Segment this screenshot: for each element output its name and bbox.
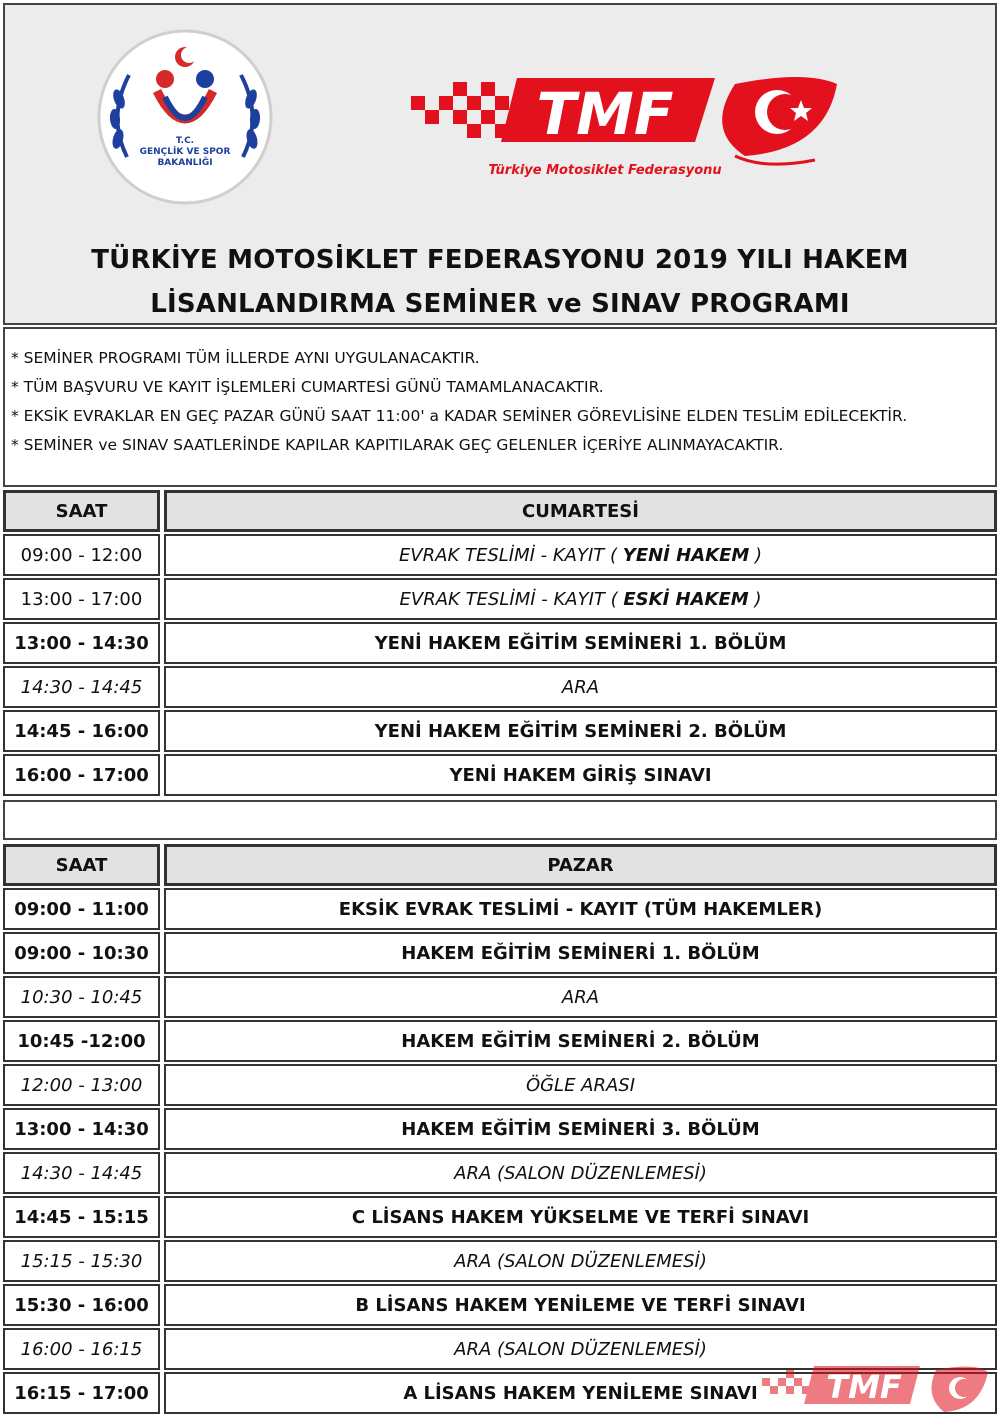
svg-text:Türkiye Motosiklet Federasyonu: Türkiye Motosiklet Federasyonu bbox=[488, 163, 722, 178]
note-item: * TÜM BAŞVURU VE KAYIT İŞLEMLERİ CUMARTESİ GÜNÜ TAMAMLANACAKTIR. bbox=[11, 378, 604, 396]
time-cell: 15:30 - 16:00 bbox=[3, 1284, 160, 1326]
activity-cell: YENİ HAKEM EĞİTİM SEMİNERİ 2. BÖLÜM bbox=[164, 710, 997, 752]
svg-text:GENÇLİK VE SPOR: GENÇLİK VE SPOR bbox=[139, 147, 231, 157]
activity-cell: A LİSANS HAKEM YENİLEME SINAVI bbox=[164, 1372, 997, 1414]
table-row bbox=[3, 622, 997, 664]
page-title-line-1: TÜRKİYE MOTOSİKLET FEDERASYONU 2019 YILI HAKEM bbox=[91, 245, 909, 275]
tmf-watermark-logo bbox=[760, 1360, 992, 1418]
activity-cell: HAKEM EĞİTİM SEMİNERİ 3. BÖLÜM bbox=[164, 1108, 997, 1150]
svg-text:T.C.: T.C. bbox=[175, 136, 195, 146]
table-spacer bbox=[3, 800, 997, 840]
activity-text-bold: ESKİ HAKEM bbox=[623, 588, 749, 610]
sunday-column-header: PAZAR bbox=[164, 844, 997, 886]
activity-text: ) bbox=[754, 588, 762, 610]
svg-text:BAKANLIĞI: BAKANLIĞI bbox=[157, 158, 213, 168]
table-row bbox=[3, 754, 997, 796]
notes-box bbox=[3, 327, 997, 487]
activity-cell: ÖĞLE ARASI bbox=[164, 1064, 997, 1106]
table-row bbox=[3, 888, 997, 930]
table-row bbox=[3, 578, 997, 620]
table-row bbox=[3, 1108, 997, 1150]
time-cell: 14:45 - 16:00 bbox=[3, 710, 160, 752]
time-cell: 14:30 - 14:45 bbox=[3, 1152, 160, 1194]
activity-text: EVRAK TESLİMİ - KAYIT ( bbox=[399, 588, 618, 610]
saturday-header-row bbox=[3, 490, 997, 532]
sunday-header-row bbox=[3, 844, 997, 886]
activity-cell: ARA (SALON DÜZENLEMESİ) bbox=[164, 1328, 997, 1370]
table-row bbox=[3, 666, 997, 708]
table-row bbox=[3, 1064, 997, 1106]
activity-text: ) bbox=[755, 544, 763, 566]
time-cell: 13:00 - 17:00 bbox=[3, 578, 160, 620]
activity-cell: YENİ HAKEM EĞİTİM SEMİNERİ 1. BÖLÜM bbox=[164, 622, 997, 664]
table-row bbox=[3, 1020, 997, 1062]
activity-text-bold: YENİ HAKEM bbox=[622, 544, 750, 566]
table-row bbox=[3, 932, 997, 974]
table-row bbox=[3, 1284, 997, 1326]
time-column-header: SAAT bbox=[3, 490, 160, 532]
activity-cell bbox=[164, 578, 997, 620]
activity-cell: HAKEM EĞİTİM SEMİNERİ 1. BÖLÜM bbox=[164, 932, 997, 974]
table-row bbox=[3, 534, 997, 576]
table-row bbox=[3, 1152, 997, 1194]
activity-cell: ARA bbox=[164, 666, 997, 708]
time-cell: 15:15 - 15:30 bbox=[3, 1240, 160, 1282]
time-cell: 16:15 - 17:00 bbox=[3, 1372, 160, 1414]
time-cell: 14:30 - 14:45 bbox=[3, 666, 160, 708]
svg-text:TMF: TMF bbox=[826, 1368, 902, 1406]
tmf-logo bbox=[405, 70, 845, 190]
document-header bbox=[3, 3, 997, 325]
time-cell: 16:00 - 17:00 bbox=[3, 754, 160, 796]
activity-cell: EKSİK EVRAK TESLİMİ - KAYIT (TÜM HAKEMLER) bbox=[164, 888, 997, 930]
page-title-line-2: LİSANLANDIRMA SEMİNER ve SINAV PROGRAMI bbox=[150, 289, 850, 319]
note-item: * EKSİK EVRAKLAR EN GEÇ PAZAR GÜNÜ SAAT 11:00' a KADAR SEMİNER GÖREVLİSİNE ELDEN TESLİM EDİLECEKTİR. bbox=[11, 407, 908, 425]
activity-cell bbox=[164, 534, 997, 576]
activity-cell: ARA (SALON DÜZENLEMESİ) bbox=[164, 1152, 997, 1194]
genclik-ve-spor-bakanligi-logo bbox=[95, 27, 275, 207]
time-cell: 10:30 - 10:45 bbox=[3, 976, 160, 1018]
activity-cell: C LİSANS HAKEM YÜKSELME VE TERFİ SINAVI bbox=[164, 1196, 997, 1238]
table-row bbox=[3, 710, 997, 752]
table-row bbox=[3, 976, 997, 1018]
note-item: * SEMİNER ve SINAV SAATLERİNDE KAPILAR KAPITILARAK GEÇ GELENLER İÇERİYE ALINMAYACAKTIR. bbox=[11, 436, 784, 454]
activity-cell: HAKEM EĞİTİM SEMİNERİ 2. BÖLÜM bbox=[164, 1020, 997, 1062]
activity-cell: ARA bbox=[164, 976, 997, 1018]
activity-cell: B LİSANS HAKEM YENİLEME VE TERFİ SINAVI bbox=[164, 1284, 997, 1326]
time-cell: 12:00 - 13:00 bbox=[3, 1064, 160, 1106]
note-item: * SEMİNER PROGRAMI TÜM İLLERDE AYNI UYGULANACAKTIR. bbox=[11, 349, 480, 367]
time-cell: 14:45 - 15:15 bbox=[3, 1196, 160, 1238]
activity-cell: YENİ HAKEM GİRİŞ SINAVI bbox=[164, 754, 997, 796]
table-row bbox=[3, 1240, 997, 1282]
time-cell: 09:00 - 12:00 bbox=[3, 534, 160, 576]
time-column-header: SAAT bbox=[3, 844, 160, 886]
activity-text: EVRAK TESLİMİ - KAYIT ( bbox=[398, 544, 618, 566]
activity-cell: ARA (SALON DÜZENLEMESİ) bbox=[164, 1240, 997, 1282]
time-cell: 13:00 - 14:30 bbox=[3, 622, 160, 664]
time-cell: 13:00 - 14:30 bbox=[3, 1108, 160, 1150]
svg-text:TMF: TMF bbox=[536, 80, 674, 148]
time-cell: 16:00 - 16:15 bbox=[3, 1328, 160, 1370]
time-cell: 09:00 - 11:00 bbox=[3, 888, 160, 930]
saturday-column-header: CUMARTESİ bbox=[164, 490, 997, 532]
table-row bbox=[3, 1196, 997, 1238]
time-cell: 09:00 - 10:30 bbox=[3, 932, 160, 974]
time-cell: 10:45 -12:00 bbox=[3, 1020, 160, 1062]
